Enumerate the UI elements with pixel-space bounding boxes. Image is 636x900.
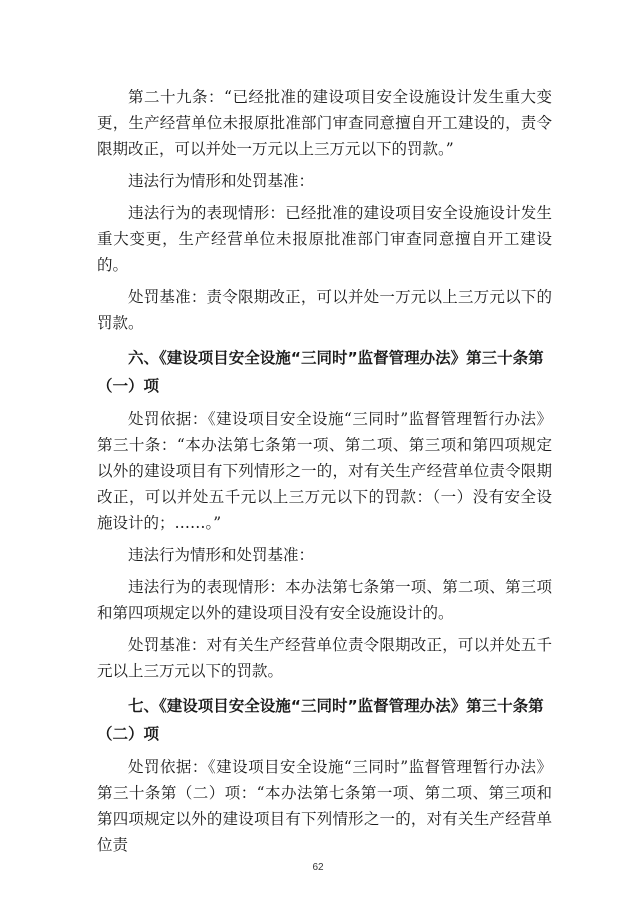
violation-description: 违法行为的表现情形：已经批准的建设项目安全设施设计发生重大变更，生产经营单位未报原批准部门审查同意擅自开工建设的。 bbox=[97, 204, 552, 274]
section-6-heading: 六、《建设项目安全设施“三同时”监督管理办法》第三十条第（一）项 bbox=[97, 349, 544, 395]
section-7-penalty-basis: 处罚依据：《建设项目安全设施“三同时”监督管理暂行办法》第三十条第（二）项：“本办法第七条第一项、第二项、第三项和第四项规定以外的建设项目有下列情形之一的，对有关生产经营单位责 bbox=[97, 758, 552, 854]
violation-scenario-label: 违法行为情形和处罚基准： bbox=[128, 172, 315, 190]
section-6-penalty-basis: 处罚依据：《建设项目安全设施“三同时”监督管理暂行办法》第三十条：“本办法第七条第一项、第二项、第三项和第四项规定以外的建设项目有下列情形之一的，对有关生产经营单位责令限期改正，可以并处五千元以上三万元以下的罚款：（一）没有安全设施设计的；……。” bbox=[97, 410, 552, 532]
section-6-violation-description: 违法行为的表现情形：本办法第七条第一项、第二项、第三项和第四项规定以外的建设项目没有安全设施设计的。 bbox=[97, 578, 552, 622]
section-6-penalty-standard: 处罚基准：对有关生产经营单位责令限期改正，可以并处五千元以上三万元以下的罚款。 bbox=[97, 636, 552, 680]
article-29-text: 第二十九条：“已经批准的建设项目安全设施设计发生重大变更，生产经营单位未报原批准部门审查同意擅自开工建设的，责令限期改正，可以并处一万元以上三万元以下的罚款。” bbox=[97, 88, 552, 158]
document-body bbox=[97, 84, 552, 858]
section-7-heading: 七、《建设项目安全设施“三同时”监督管理办法》第三十条第（二）项 bbox=[97, 697, 544, 743]
page-number: 62 bbox=[312, 862, 324, 873]
penalty-standard: 处罚基准：责令限期改正，可以并处一万元以上三万元以下的罚款。 bbox=[97, 288, 552, 332]
section-6-violation-scenario-label: 违法行为情形和处罚基准： bbox=[128, 546, 315, 564]
